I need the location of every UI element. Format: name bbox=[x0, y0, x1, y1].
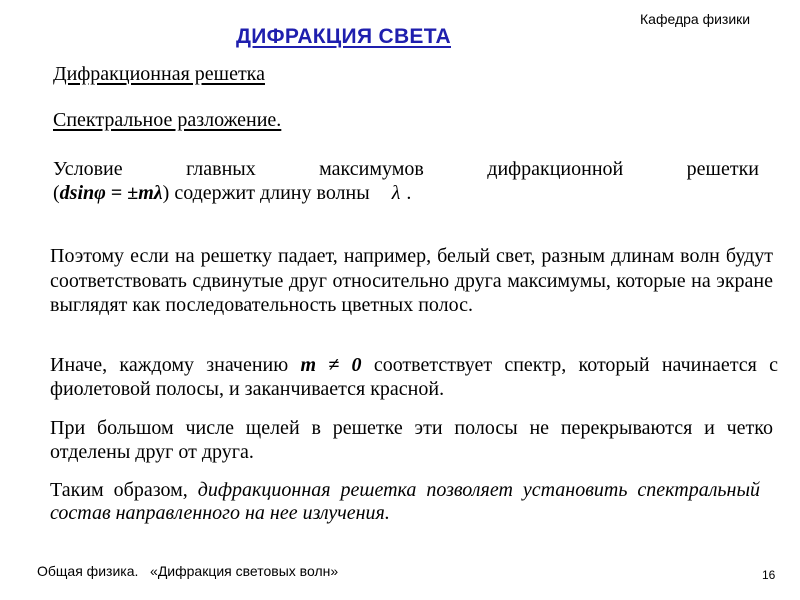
conclusion-text-before: Таким образом, bbox=[50, 479, 188, 501]
topic-grating: Дифракционная решетка bbox=[53, 63, 265, 85]
page-number: 16 bbox=[762, 568, 776, 582]
white-light-paragraph: Поэтому если на решетку падает, например, белый свет, разным длинам волн будут соответствовать сдвинутые друг относительно друга максимумы, которые на экране выглядят как последовательность цветных полос. bbox=[50, 245, 773, 316]
slits-paragraph: При большом числе щелей в решетке эти полосы не перекрываются и четко отделены друг от друга. bbox=[50, 417, 773, 463]
wavelength-symbol: λ bbox=[391, 182, 401, 204]
formula-left: dsinφ bbox=[59, 182, 106, 204]
formula-equals: = bbox=[105, 182, 128, 204]
grating-formula bbox=[60, 182, 163, 204]
spectrum-text-before: Иначе, каждому значению bbox=[50, 354, 289, 376]
spectrum-text-after: соответствует спектр, который начинается с фиолетовой полосы, и заканчивается красной. bbox=[50, 354, 779, 400]
topic-spectral: Спектральное разложение. bbox=[53, 109, 282, 131]
conclusion-emphasis: дифракционная решетка позволяет установить спектральный состав направленного на нее излучения. bbox=[50, 479, 760, 524]
condition-period: . bbox=[406, 182, 412, 204]
condition-line2 bbox=[53, 181, 759, 205]
footer-course: Общая физика. «Дифракция световых волн» bbox=[37, 563, 339, 579]
open-paren: ( bbox=[53, 182, 60, 204]
condition-close-text: ) содержит длину волны bbox=[162, 182, 370, 204]
slide-title: ДИФРАКЦИЯ СВЕТА bbox=[236, 25, 451, 48]
condition-paragraph bbox=[53, 157, 759, 205]
order-variable: m ≠ 0 bbox=[300, 354, 362, 376]
formula-right: ±mλ bbox=[127, 182, 163, 204]
department-label: Кафедра физики bbox=[640, 11, 751, 27]
spectrum-paragraph bbox=[50, 353, 778, 401]
conclusion-paragraph bbox=[50, 479, 760, 525]
condition-line1: Условие главных максимумов дифракционной решетки bbox=[53, 158, 759, 180]
